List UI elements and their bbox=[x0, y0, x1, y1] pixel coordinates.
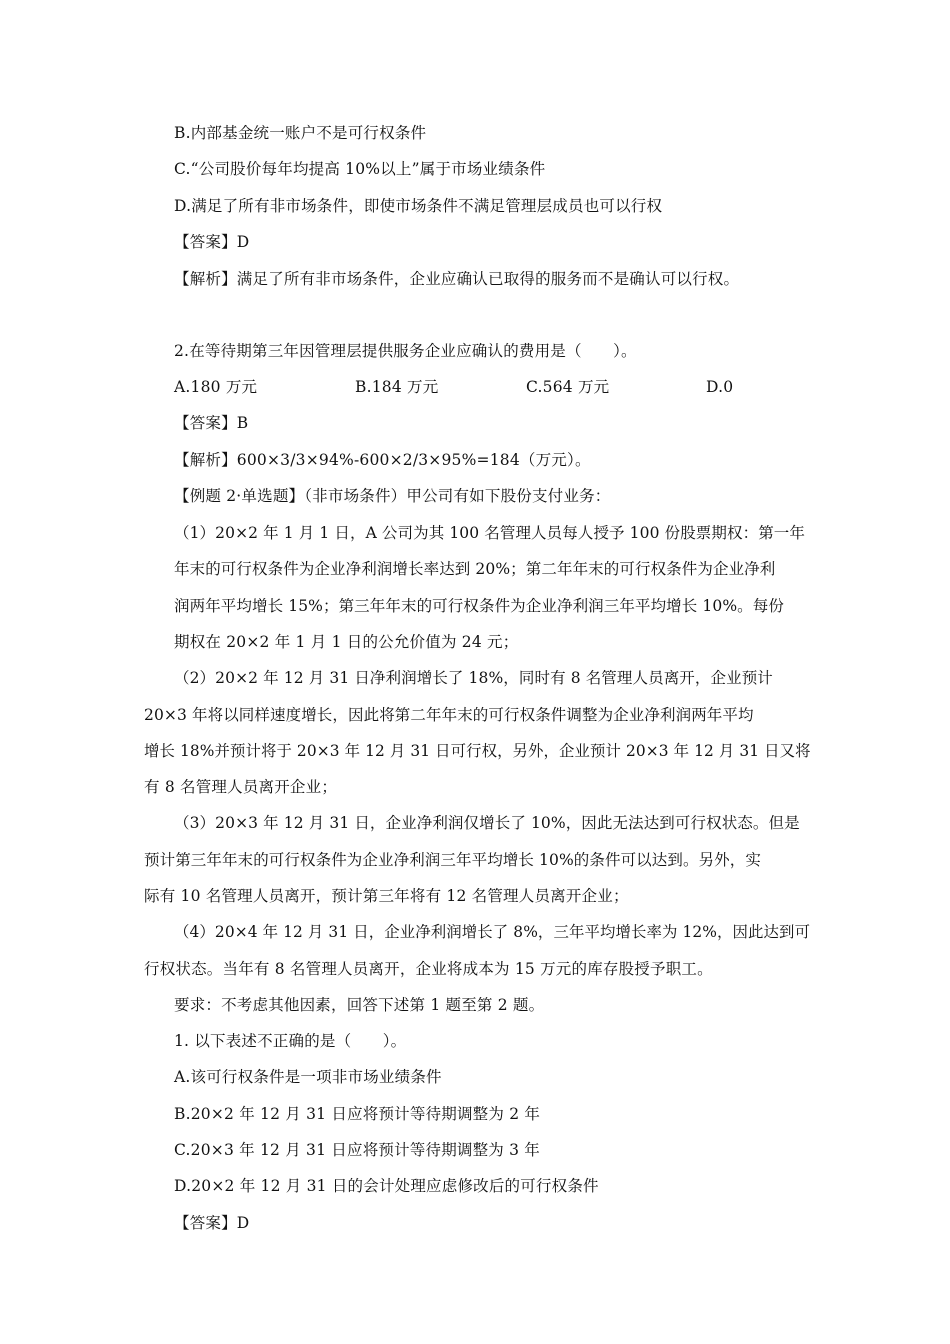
item4-line2: 行权状态。当年有 8 名管理人员离开，企业将成本为 15 万元的库存股授予职工。 bbox=[144, 960, 713, 978]
item2-line3: 增长 18%并预计将于 20×3 年 12 月 31 日可行权，另外，企业预计 20×3 年 12 月 31 日又将 bbox=[144, 742, 811, 760]
q1-analysis: 【解析】满足了所有非市场条件，企业应确认已取得的服务而不是确认可以行权。 bbox=[174, 270, 740, 288]
example2-q1-option-b: B.20×2 年 12 月 31 日应将预计等待期调整为 2 年 bbox=[174, 1105, 541, 1123]
q2-option-c: C.564 万元 bbox=[526, 378, 610, 396]
example2-q1-option-c: C.20×3 年 12 月 31 日应将预计等待期调整为 3 年 bbox=[174, 1141, 541, 1159]
q2-option-b: B.184 万元 bbox=[355, 378, 439, 396]
q2-option-a: A.180 万元 bbox=[174, 378, 258, 396]
item2-line1: （2）20×2 年 12 月 31 日净利润增长了 18%，同时有 8 名管理人员离开，企业预计 bbox=[174, 669, 773, 687]
example2-q1-stem: 1. 以下表述不正确的是（ ）。 bbox=[174, 1032, 407, 1050]
item3-line1: （3）20×3 年 12 月 31 日，企业净利润仅增长了 10%，因此无法达到可行权状态。但是 bbox=[174, 814, 800, 832]
requirement: 要求：不考虑其他因素，回答下述第 1 题至第 2 题。 bbox=[174, 996, 545, 1014]
item1-line2: 年末的可行权条件为企业净利润增长率达到 20%；第二年年末的可行权条件为企业净利 bbox=[174, 560, 776, 578]
item3-line3: 际有 10 名管理人员离开，预计第三年将有 12 名管理人员离开企业； bbox=[144, 887, 629, 905]
example2-q1-option-a: A.该可行权条件是一项非市场业绩条件 bbox=[174, 1068, 442, 1086]
item1-line1: （1）20×2 年 1 月 1 日，A 公司为其 100 名管理人员每人授予 100 份股票期权：第一年 bbox=[174, 524, 805, 542]
item1-line4: 期权在 20×2 年 1 月 1 日的公允价值为 24 元； bbox=[174, 633, 519, 651]
q1-option-c: C.“公司股价每年均提高 10%以上”属于市场业绩条件 bbox=[174, 160, 546, 178]
q2-option-d: D.0 bbox=[706, 378, 734, 396]
item3-line2: 预计第三年年末的可行权条件为企业净利润三年平均增长 10%的条件可以达到。另外，实 bbox=[144, 851, 761, 869]
item1-line3: 润两年平均增长 15%；第三年年末的可行权条件为企业净利润三年平均增长 10%。每份 bbox=[174, 597, 784, 615]
q1-answer: 【答案】D bbox=[174, 233, 250, 251]
item2-line4: 有 8 名管理人员离开企业； bbox=[144, 778, 338, 796]
q2-stem: 2.在等待期第三年因管理层提供服务企业应确认的费用是（ ）。 bbox=[174, 342, 637, 360]
q2-options-row bbox=[174, 376, 774, 398]
q2-answer: 【答案】B bbox=[174, 414, 249, 432]
item2-line2: 20×3 年将以同样速度增长，因此将第二年年末的可行权条件调整为企业净利润两年平均 bbox=[144, 706, 754, 724]
example2-q1-option-d: D.20×2 年 12 月 31 日的会计处理应虑修改后的可行权条件 bbox=[174, 1177, 599, 1195]
q1-option-d: D.满足了所有非市场条件，即使市场条件不满足管理层成员也可以行权 bbox=[174, 197, 663, 215]
example2-q1-answer: 【答案】D bbox=[174, 1214, 250, 1232]
example2-title: 【例题 2·单选题】（非市场条件）甲公司有如下股份支付业务： bbox=[174, 487, 611, 505]
q1-option-b: B.内部基金统一账户不是可行权条件 bbox=[174, 124, 427, 142]
q2-analysis: 【解析】600×3/3×94%-600×2/3×95%=184（万元）。 bbox=[174, 451, 591, 469]
item4-line1: （4）20×4 年 12 月 31 日，企业净利润增长了 8%，三年平均增长率为 12%，因此达到可 bbox=[174, 923, 811, 941]
